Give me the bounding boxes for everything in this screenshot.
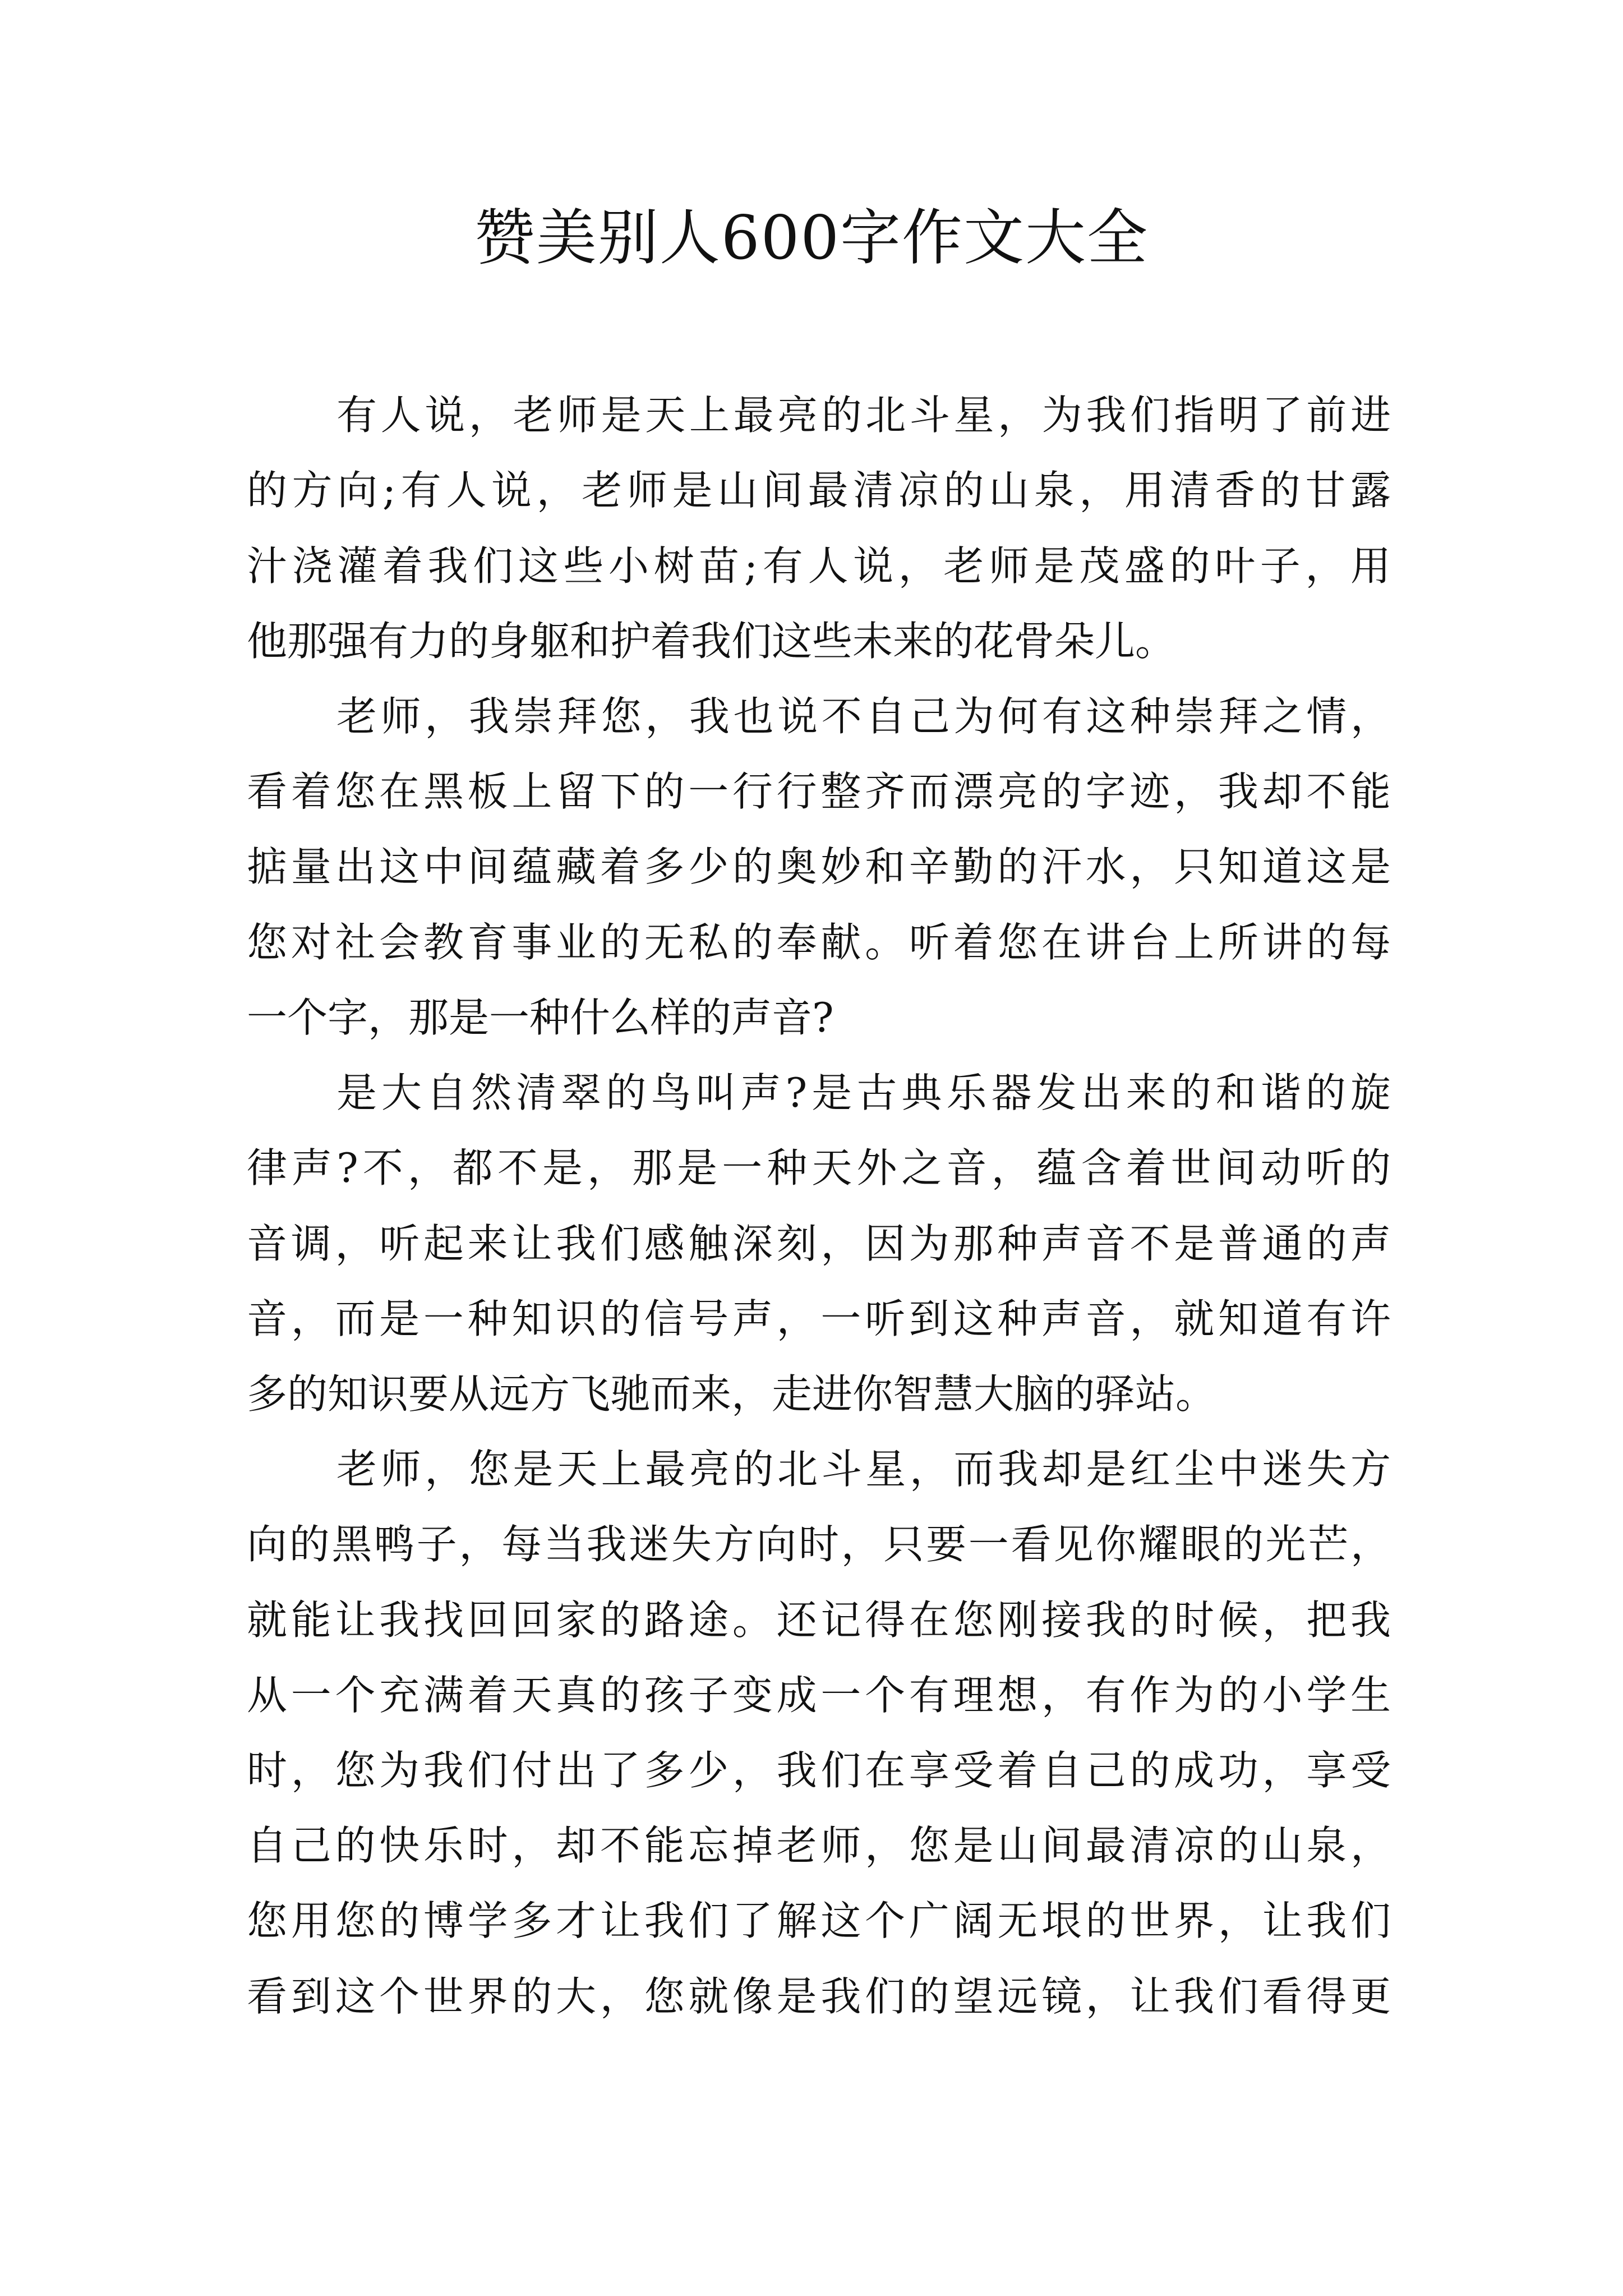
text-line: 律声?不，都不是，那是一种天外之音，蕴含着世间动听的 [247, 1144, 1391, 1191]
text-line: 您用您的博学多才让我们了解这个广阔无垠的世界，让我们 [247, 1897, 1391, 1944]
text-line: 多的知识要从远方飞驰而来，走进你智慧大脑的驿站。 [247, 1370, 1216, 1418]
text-line: 您对社会教育事业的无私的奉献。听着您在讲台上所讲的每 [247, 919, 1391, 966]
text-line: 一个字，那是一种什么样的声音? [247, 994, 834, 1041]
text-line: 从一个充满着天真的孩子变成一个有理想，有作为的小学生 [247, 1672, 1391, 1719]
text-line: 看着您在黑板上留下的一行行整齐而漂亮的字迹，我却不能 [247, 768, 1391, 815]
document-title: 赞美别人600字作文大全 [474, 203, 1149, 273]
text-line: 音调，听起来让我们感触深刻，因为那种声音不是普通的声 [247, 1220, 1391, 1267]
text-line: 的方向;有人说，老师是山间最清凉的山泉，用清香的甘露 [247, 467, 1391, 514]
text-line: 老师，您是天上最亮的北斗星，而我却是红尘中迷失方 [336, 1446, 1391, 1493]
text-line: 有人说，老师是天上最亮的北斗星，为我们指明了前进 [336, 392, 1391, 439]
text-line: 就能让我找回回家的路途。还记得在您刚接我的时候，把我 [247, 1596, 1391, 1644]
text-line: 老师，我崇拜您，我也说不自己为何有这种崇拜之情， [336, 693, 1391, 740]
text-line: 掂量出这中间蕴藏着多少的奥妙和辛勤的汗水，只知道这是 [247, 843, 1391, 890]
text-line: 自己的快乐时，却不能忘掉老师，您是山间最清凉的山泉， [247, 1822, 1391, 1869]
text-line: 看到这个世界的大，您就像是我们的望远镜，让我们看得更 [247, 1973, 1391, 2020]
text-line: 汁浇灌着我们这些小树苗;有人说，老师是茂盛的叶子，用 [247, 542, 1391, 590]
text-line: 他那强有力的身躯和护着我们这些未来的花骨朵儿。 [247, 618, 1176, 665]
text-line: 向的黑鸭子，每当我迷失方向时，只要一看见你耀眼的光芒， [247, 1521, 1391, 1568]
text-line: 是大自然清翠的鸟叫声?是古典乐器发出来的和谐的旋 [336, 1069, 1391, 1116]
text-line: 音，而是一种知识的信号声，一听到这种声音，就知道有许 [247, 1295, 1391, 1342]
text-line: 时，您为我们付出了多少，我们在享受着自己的成功，享受 [247, 1747, 1391, 1794]
